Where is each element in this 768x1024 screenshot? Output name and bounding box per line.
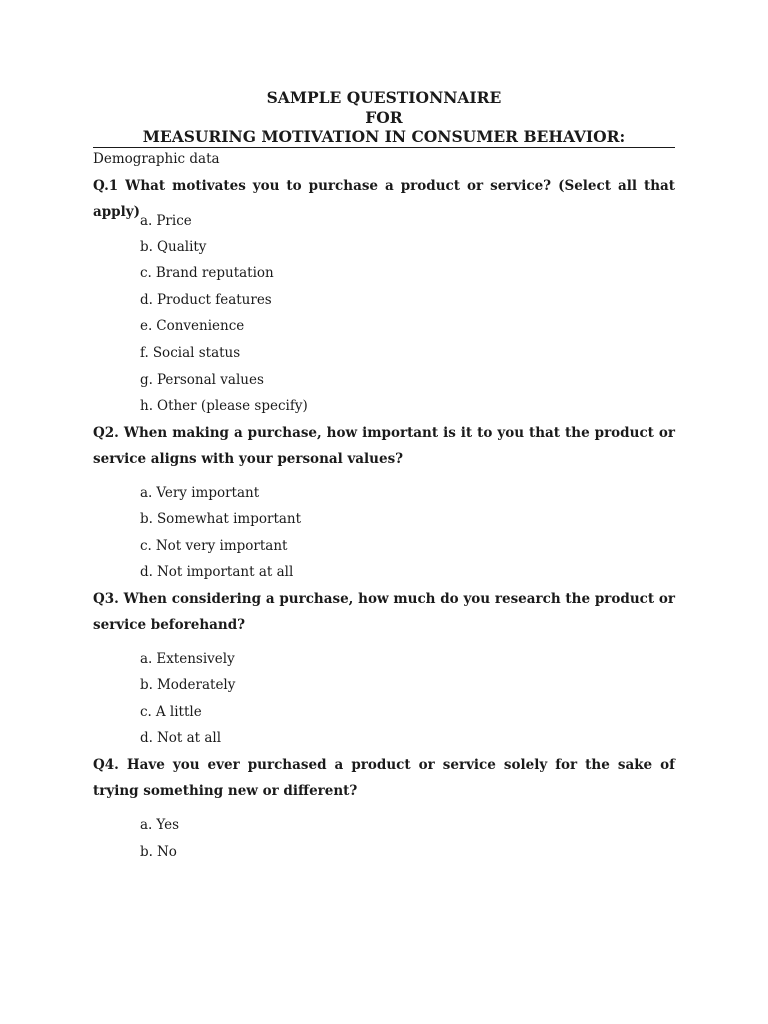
option-letter: a. — [140, 817, 153, 833]
option-text: Price — [156, 213, 192, 229]
option-item — [140, 212, 192, 230]
question-4: Q4. Have you ever purchased a product or service solely for the sake of trying something new or different? — [93, 757, 675, 799]
option-item — [140, 676, 235, 694]
option-text: Product features — [156, 292, 272, 308]
option-item — [140, 344, 240, 362]
option-text: A little — [155, 704, 202, 720]
option-item — [140, 317, 244, 335]
option-letter: d. — [140, 564, 153, 580]
option-text: Not important at all — [156, 564, 294, 580]
option-text: Brand reputation — [155, 265, 274, 281]
option-letter: a. — [140, 485, 153, 501]
question-2: Q2. When making a purchase, how important is it to you that the product or service aligns with your personal values? — [93, 425, 675, 467]
option-letter: c. — [140, 704, 152, 720]
option-text: Moderately — [156, 677, 236, 693]
option-letter: c. — [140, 538, 152, 554]
option-letter: e. — [140, 318, 153, 334]
title-underline — [93, 147, 675, 148]
option-text: Extensively — [156, 651, 235, 667]
option-text: Quality — [156, 239, 207, 255]
option-text: Personal values — [156, 372, 264, 388]
option-text: Convenience — [156, 318, 245, 334]
question-3: Q3. When considering a purchase, how much do you research the product or service beforehand? — [93, 591, 675, 633]
option-text: Somewhat important — [156, 511, 302, 527]
option-letter: f. — [140, 345, 149, 361]
option-letter: b. — [140, 239, 153, 255]
option-letter: b. — [140, 844, 153, 860]
option-item — [140, 484, 259, 502]
title-line-3: MEASURING MOTIVATION IN CONSUMER BEHAVIOR: — [142, 127, 626, 146]
option-letter: b. — [140, 511, 153, 527]
option-item — [140, 703, 202, 721]
option-text: Not at all — [156, 730, 222, 746]
option-item — [140, 264, 274, 282]
option-letter: d. — [140, 730, 153, 746]
option-item — [140, 729, 221, 747]
title-line-1: SAMPLE QUESTIONNAIRE — [266, 88, 502, 107]
option-letter: d. — [140, 292, 153, 308]
option-item — [140, 650, 235, 668]
option-text: Not very important — [155, 538, 288, 554]
option-item — [140, 537, 287, 555]
option-text: Other (please specify) — [157, 398, 308, 414]
option-letter: h. — [140, 398, 153, 414]
option-item — [140, 238, 206, 256]
option-item — [140, 291, 272, 309]
option-letter: c. — [140, 265, 152, 281]
option-letter: a. — [140, 213, 153, 229]
question-1: Q.1 What motivates you to purchase a product or service? (Select all that apply) — [93, 178, 675, 220]
option-letter: g. — [140, 372, 153, 388]
section-label: Demographic data — [93, 151, 220, 167]
option-text: No — [156, 844, 177, 860]
option-text: Yes — [156, 817, 179, 833]
title-line-2: FOR — [365, 108, 403, 127]
option-text: Social status — [152, 345, 241, 361]
option-item — [140, 563, 293, 581]
option-item — [140, 510, 301, 528]
option-item — [140, 843, 177, 861]
option-item — [140, 816, 179, 834]
option-letter: b. — [140, 677, 153, 693]
option-letter: a. — [140, 651, 153, 667]
option-item — [140, 371, 264, 389]
option-text: Very important — [156, 485, 260, 501]
option-item — [140, 397, 308, 415]
